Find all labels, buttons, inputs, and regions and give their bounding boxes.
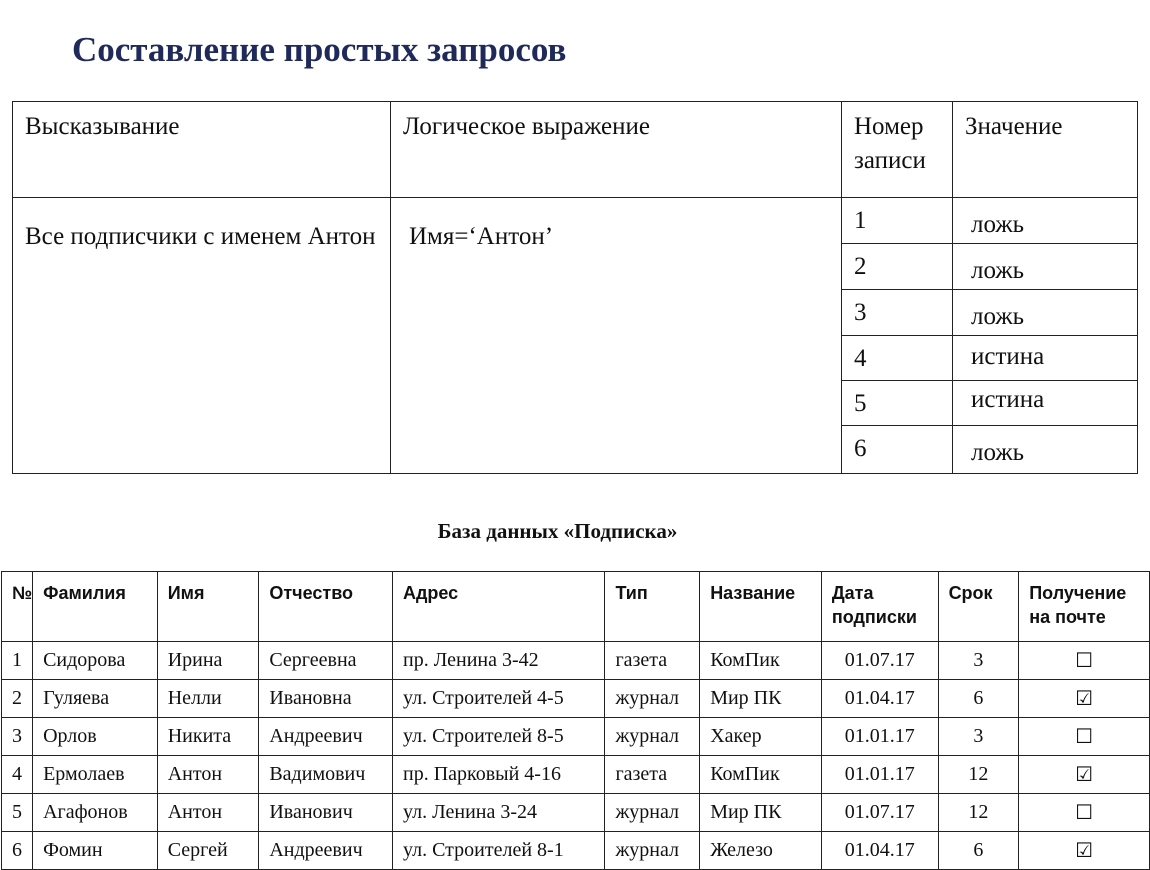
table-cell: Иванович bbox=[259, 794, 393, 832]
table-cell: журнал bbox=[605, 794, 700, 832]
table-cell: 3 bbox=[2, 718, 33, 756]
table-cell: 01.07.17 bbox=[821, 642, 938, 680]
table-cell: 5 bbox=[2, 794, 33, 832]
table-cell: журнал bbox=[605, 680, 700, 718]
table-cell: Хакер bbox=[700, 718, 822, 756]
table-cell: журнал bbox=[605, 718, 700, 756]
table-cell: Ирина bbox=[157, 642, 259, 680]
table-cell: Нелли bbox=[157, 680, 259, 718]
record-value: ложь bbox=[953, 426, 1138, 474]
table-cell: ул. Строителей 8-1 bbox=[392, 832, 604, 870]
checked-box-icon: ☑ bbox=[1075, 838, 1094, 862]
record-value: ложь bbox=[953, 198, 1138, 244]
header-value: Значение bbox=[953, 102, 1138, 198]
table-cell: Агафонов bbox=[33, 794, 158, 832]
table-cell: Андреевич bbox=[259, 832, 393, 870]
table-cell: Гуляева bbox=[33, 680, 158, 718]
table-row bbox=[2, 680, 1150, 718]
logic-header-row bbox=[13, 102, 1138, 198]
table-cell bbox=[1019, 794, 1150, 832]
table-row bbox=[2, 794, 1150, 832]
table-cell: 2 bbox=[2, 680, 33, 718]
record-number: 2 bbox=[842, 244, 953, 290]
table-cell: Ермолаев bbox=[33, 756, 158, 794]
header-expression: Логическое выражение bbox=[391, 102, 842, 198]
table-cell: Антон bbox=[157, 794, 259, 832]
record-value: истина bbox=[953, 336, 1138, 381]
table-cell: газета bbox=[605, 756, 700, 794]
table-cell: пр. Парковый 4-16 bbox=[392, 756, 604, 794]
table-cell: 01.07.17 bbox=[821, 794, 938, 832]
record-value: ложь bbox=[953, 290, 1138, 336]
table-row bbox=[2, 718, 1150, 756]
table-cell: Мир ПК bbox=[700, 680, 822, 718]
table-cell: 01.04.17 bbox=[821, 680, 938, 718]
col-header: Получение на почте bbox=[1019, 572, 1150, 642]
table-cell: 01.01.17 bbox=[821, 756, 938, 794]
table-cell: Железо bbox=[700, 832, 822, 870]
table-cell: пр. Ленина 3-42 bbox=[392, 642, 604, 680]
table-cell: Антон bbox=[157, 756, 259, 794]
table-cell: 6 bbox=[938, 832, 1019, 870]
col-header: № bbox=[2, 572, 33, 642]
table-cell: КомПик bbox=[700, 642, 822, 680]
table-cell: журнал bbox=[605, 832, 700, 870]
table-cell: ул. Строителей 8-5 bbox=[392, 718, 604, 756]
record-value: истина bbox=[953, 381, 1138, 426]
table-cell: 6 bbox=[2, 832, 33, 870]
header-record-number: Номер записи bbox=[842, 102, 953, 198]
database-title: База данных «Подписка» bbox=[437, 519, 678, 543]
col-header: Адрес bbox=[392, 572, 604, 642]
table-cell: Никита bbox=[157, 718, 259, 756]
table-cell: Андреевич bbox=[259, 718, 393, 756]
db-header-row bbox=[2, 572, 1150, 642]
table-row bbox=[2, 756, 1150, 794]
record-value: ложь bbox=[953, 244, 1138, 290]
table-cell: газета bbox=[605, 642, 700, 680]
record-number: 6 bbox=[842, 426, 953, 474]
unchecked-box-icon: ☐ bbox=[1075, 648, 1094, 672]
table-cell bbox=[1019, 642, 1150, 680]
statement-cell: Все подписчики с именем Антон bbox=[13, 198, 391, 474]
table-row bbox=[2, 642, 1150, 680]
expression-cell: Имя=‘Антон’ bbox=[391, 198, 842, 474]
header-statement: Высказывание bbox=[13, 102, 391, 198]
table-cell: 1 bbox=[2, 642, 33, 680]
table-cell: 6 bbox=[938, 680, 1019, 718]
table-cell: ул. Ленина 3-24 bbox=[392, 794, 604, 832]
table-cell: 12 bbox=[938, 756, 1019, 794]
table-cell bbox=[1019, 756, 1150, 794]
checked-box-icon: ☑ bbox=[1075, 762, 1094, 786]
table-cell: Сергей bbox=[157, 832, 259, 870]
table-cell: 4 bbox=[2, 756, 33, 794]
table-cell bbox=[1019, 718, 1150, 756]
table-cell: Фомин bbox=[33, 832, 158, 870]
record-number: 4 bbox=[842, 336, 953, 381]
checked-box-icon: ☑ bbox=[1075, 686, 1094, 710]
col-header: Тип bbox=[605, 572, 700, 642]
unchecked-box-icon: ☐ bbox=[1075, 800, 1094, 824]
table-cell: Ивановна bbox=[259, 680, 393, 718]
record-number: 3 bbox=[842, 290, 953, 336]
table-cell: ул. Строителей 4-5 bbox=[392, 680, 604, 718]
table-cell: 01.01.17 bbox=[821, 718, 938, 756]
col-header: Фамилия bbox=[33, 572, 158, 642]
record-number: 1 bbox=[842, 198, 953, 244]
col-header: Имя bbox=[157, 572, 259, 642]
col-header: Срок bbox=[938, 572, 1019, 642]
logic-table bbox=[12, 101, 1138, 474]
table-cell: КомПик bbox=[700, 756, 822, 794]
table-cell: Сергеевна bbox=[259, 642, 393, 680]
col-header: Название bbox=[700, 572, 822, 642]
table-cell: Орлов bbox=[33, 718, 158, 756]
col-header: Отчество bbox=[259, 572, 393, 642]
table-cell bbox=[1019, 680, 1150, 718]
record-number: 5 bbox=[842, 381, 953, 426]
col-header: Дата подписки bbox=[821, 572, 938, 642]
table-cell: 01.04.17 bbox=[821, 832, 938, 870]
table-cell: Сидорова bbox=[33, 642, 158, 680]
page-title: Составление простых запросов bbox=[72, 30, 567, 69]
table-cell: 3 bbox=[938, 718, 1019, 756]
table-cell: Мир ПК bbox=[700, 794, 822, 832]
unchecked-box-icon: ☐ bbox=[1075, 724, 1094, 748]
table-cell: Вадимович bbox=[259, 756, 393, 794]
database-table bbox=[1, 571, 1150, 870]
table-cell: 3 bbox=[938, 642, 1019, 680]
table-cell: 12 bbox=[938, 794, 1019, 832]
